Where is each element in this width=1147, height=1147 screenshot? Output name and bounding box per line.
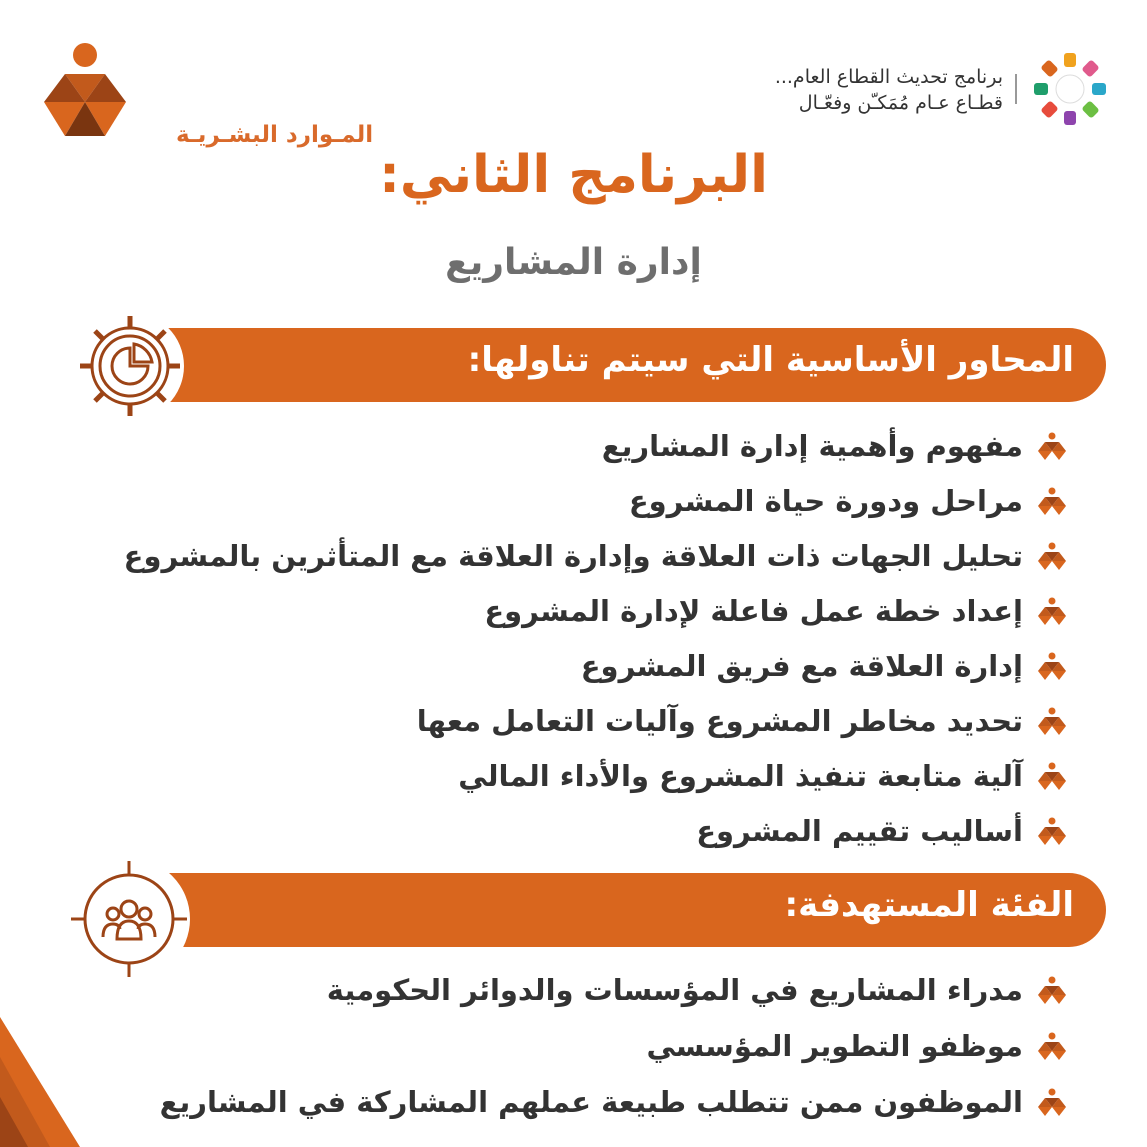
target-text: موظفو التطوير المؤسسي xyxy=(646,1029,1023,1063)
person-bullet-icon xyxy=(1037,432,1067,460)
program-slogan: قطـاع عـام مُمَكـّن وفعّـال xyxy=(798,92,1003,114)
public-sector-modernization-logo-icon xyxy=(1029,48,1111,130)
list-item xyxy=(124,528,1067,583)
person-bullet-icon xyxy=(1037,542,1067,570)
person-bullet-icon xyxy=(1037,1032,1067,1060)
list-item xyxy=(124,803,1067,858)
person-bullet-icon xyxy=(1037,976,1067,1004)
person-bullet-icon xyxy=(1037,1088,1067,1116)
topic-text: مراحل ودورة حياة المشروع xyxy=(628,483,1023,518)
target-list xyxy=(160,962,1067,1130)
target-section-bar xyxy=(118,873,1106,947)
topic-text: إدارة العلاقة مع فريق المشروع xyxy=(580,648,1023,683)
public-sector-logo xyxy=(731,48,1111,138)
target-text: الموظفون ممن تتطلب طبيعة عملهم المشاركة في المشاريع xyxy=(159,1085,1023,1119)
person-bullet-icon xyxy=(1037,652,1067,680)
gear-pie-chart-icon xyxy=(76,312,184,420)
corner-decoration xyxy=(0,1017,80,1147)
topic-text: إعداد خطة عمل فاعلة لإدارة المشروع xyxy=(484,593,1023,628)
target-section-heading: الفئة المستهدفة: xyxy=(784,885,1074,925)
person-bullet-icon xyxy=(1037,762,1067,790)
hr-person-logo-icon xyxy=(40,40,130,140)
person-bullet-icon xyxy=(1037,707,1067,735)
list-item xyxy=(160,1074,1067,1130)
program-subtitle: إدارة المشاريع xyxy=(445,242,702,283)
list-item xyxy=(124,473,1067,528)
hr-logo-text: المـوارد البشـريـة xyxy=(176,122,374,148)
page-title: البرنامج الثاني: xyxy=(379,145,768,205)
list-item xyxy=(160,962,1067,1018)
hr-logo xyxy=(40,40,374,150)
person-bullet-icon xyxy=(1037,817,1067,845)
topic-text: مفهوم وأهمية إدارة المشاريع xyxy=(601,428,1023,463)
program-name: برنامج تحديث القطاع العام... xyxy=(774,66,1003,88)
person-bullet-icon xyxy=(1037,597,1067,625)
person-bullet-icon xyxy=(1037,487,1067,515)
list-item xyxy=(160,1018,1067,1074)
topics-list xyxy=(124,418,1067,858)
logo-divider xyxy=(1015,74,1017,104)
topic-text: تحديد مخاطر المشروع وآليات التعامل معها xyxy=(416,703,1023,738)
topic-text: تحليل الجهات ذات العلاقة وإدارة العلاقة مع المتأثرين بالمشروع xyxy=(123,538,1023,573)
list-item xyxy=(124,748,1067,803)
list-item xyxy=(124,693,1067,748)
target-text: مدراء المشاريع في المؤسسات والدوائر الحكومية xyxy=(326,973,1023,1007)
list-item xyxy=(124,583,1067,638)
topics-section-bar xyxy=(118,328,1106,402)
list-item xyxy=(124,418,1067,473)
topic-text: آلية متابعة تنفيذ المشروع والأداء المالي xyxy=(458,758,1023,793)
topic-text: أساليب تقييم المشروع xyxy=(696,813,1023,848)
list-item xyxy=(124,638,1067,693)
topics-section-heading: المحاور الأساسية التي سيتم تناولها: xyxy=(467,340,1074,380)
